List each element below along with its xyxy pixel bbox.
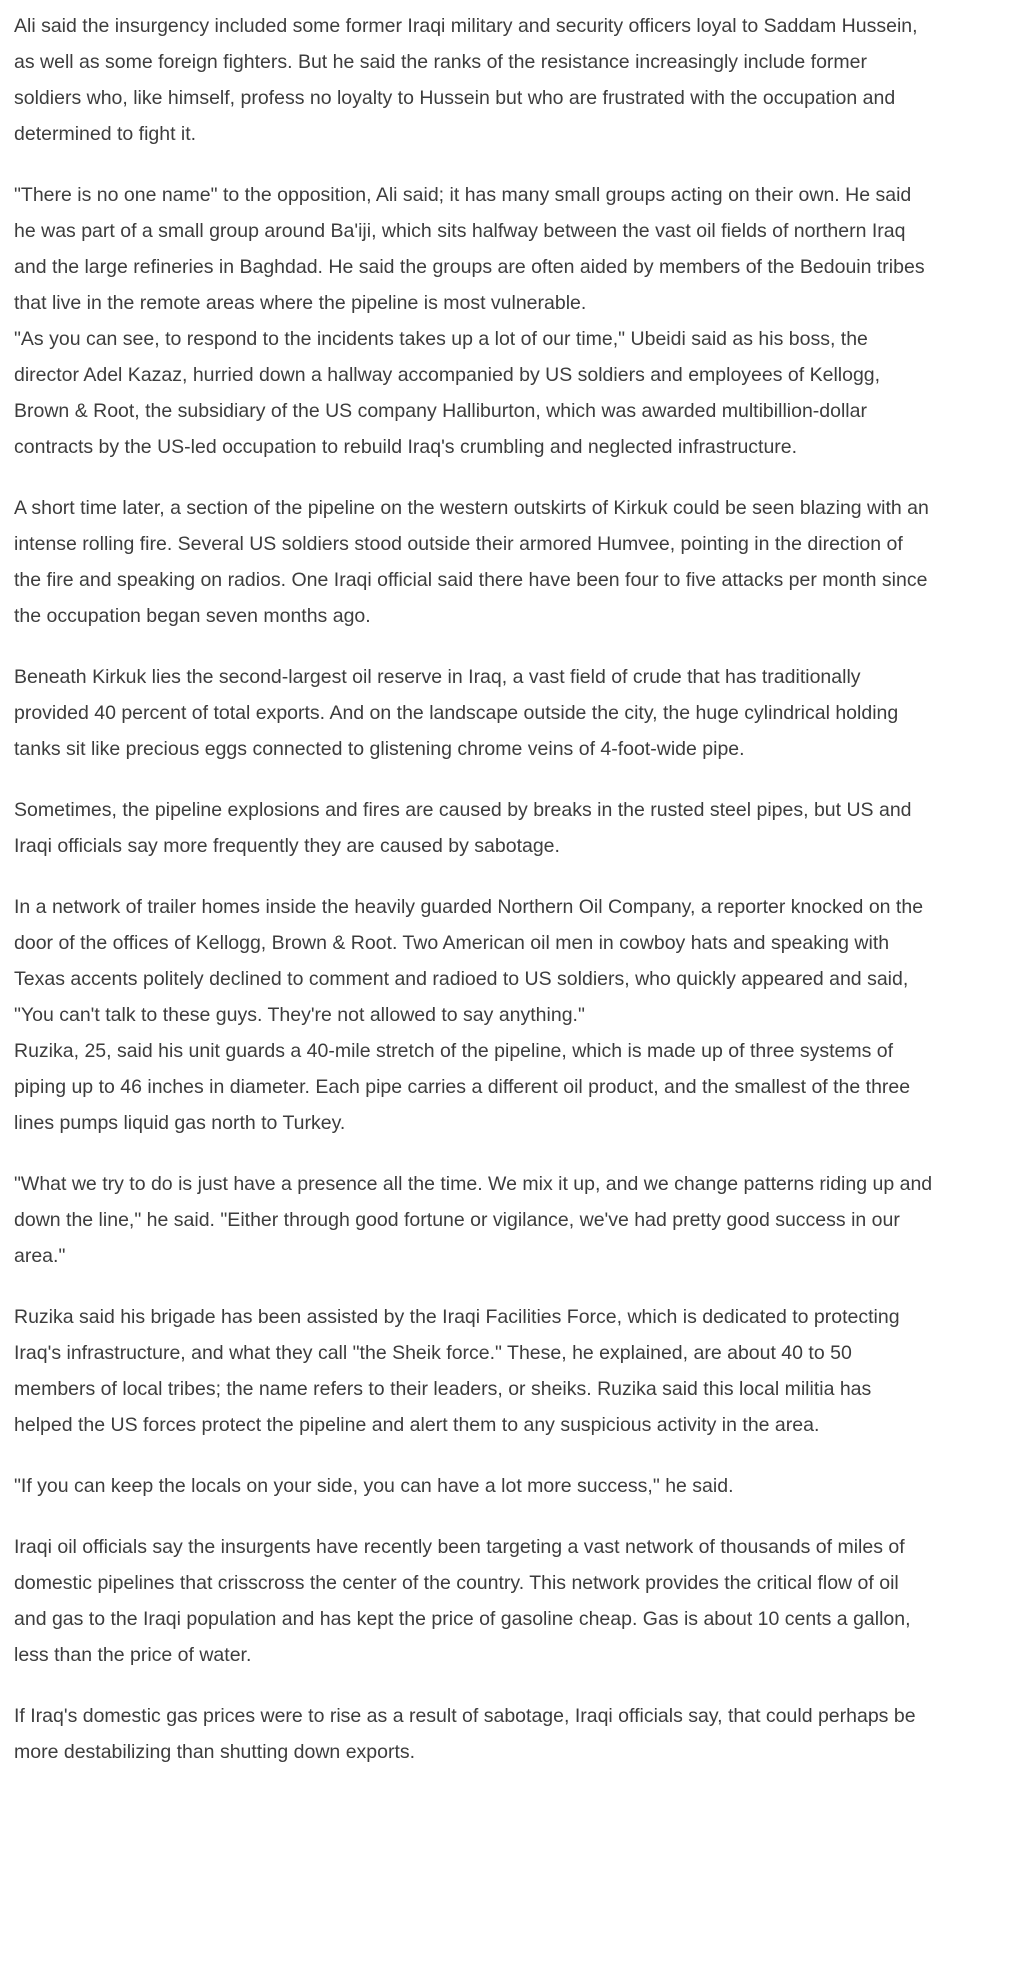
article-paragraph: Ruzika said his brigade has been assisted by the Iraqi Facilities Force, which is dedicated to protecting Iraq's infrastructure, and what they call "the Sheik force." These, he explained, are about 40 to 50 members of local tribes; the name refers to their leaders, or sheiks. Ruzika said this local militia has helped the US forces protect the pipeline and alert them to any suspicious activity in the area. xyxy=(14,1306,900,1436)
article-paragraph: If Iraq's domestic gas prices were to rise as a result of sabotage, Iraqi officials say, that could perhaps be more destabilizing than shutting down exports. xyxy=(14,1705,916,1763)
article-paragraph: "What we try to do is just have a presence all the time. We mix it up, and we change patterns riding up and down the line," he said. "Either through good fortune or vigilance, we've had pretty good success in our area." xyxy=(14,1173,933,1267)
article-paragraph: A short time later, a section of the pipeline on the western outskirts of Kirkuk could be seen blazing with an intense rolling fire. Several US soldiers stood outside their armored Humvee, pointing in the direction of the fire and speaking on radios. One Iraqi official said there have been four to five attacks per month since the occupation began seven months ago. xyxy=(14,497,929,627)
article-paragraph: Iraqi oil officials say the insurgents have recently been targeting a vast network of thousands of miles of domestic pipelines that crisscross the center of the country. This network provides the critical flow of oil and gas to the Iraqi population and has kept the price of gasoline cheap. Gas is about 10 cents a gallon, less than the price of water. xyxy=(14,1536,911,1666)
article-paragraph: Ruzika, 25, said his unit guards a 40-mile stretch of the pipeline, which is made up of three systems of piping up to 46 inches in diameter. Each pipe carries a different oil product, and the smallest of the three lines pumps liquid gas north to Turkey. xyxy=(14,1040,911,1134)
article-paragraph: "There is no one name" to the opposition, Ali said; it has many small groups acting on their own. He said he was part of a small group around Ba'iji, which sits halfway between the vast oil fields of northern Iraq and the large refineries in Baghdad. He said the groups are often aided by members of the Bedouin tribes that live in the remote areas where the pipeline is most vulnerable. xyxy=(14,184,925,314)
article-paragraph: Beneath Kirkuk lies the second-largest oil reserve in Iraq, a vast field of crude that has traditionally provided 40 percent of total exports. And on the landscape outside the city, the huge cylindrical holding tanks sit like precious eggs connected to glistening chrome veins of 4-foot-wide pipe. xyxy=(14,666,899,760)
article-paragraph: "If you can keep the locals on your side, you can have a lot more success," he said. xyxy=(14,1475,734,1497)
article-paragraph: Ali said the insurgency included some former Iraqi military and security officers loyal to Saddam Hussein, as well as some foreign fighters. But he said the ranks of the resistance increasingly include former soldiers who, like himself, profess no loyalty to Hussein but who are frustrated with the occupation and determined to fight it. xyxy=(14,15,918,145)
article-paragraph: Sometimes, the pipeline explosions and fires are caused by breaks in the rusted steel pipes, but US and Iraqi officials say more frequently they are caused by sabotage. xyxy=(14,799,912,857)
article-paragraph: "As you can see, to respond to the incidents takes up a lot of our time," Ubeidi said as his boss, the director Adel Kazaz, hurried down a hallway accompanied by US soldiers and employees of Kellogg, Brown & Root, the subsidiary of the US company Halliburton, which was awarded multibillion-dollar contracts by the US-led occupation to rebuild Iraq's crumbling and neglected infrastructure. xyxy=(14,328,881,458)
article-paragraph: In a network of trailer homes inside the heavily guarded Northern Oil Company, a reporter knocked on the door of the offices of Kellogg, Brown & Root. Two American oil men in cowboy hats and speaking with Texas accents politely declined to comment and radioed to US soldiers, who quickly appeared and said, "You can't talk to these guys. They're not allowed to say anything." xyxy=(14,896,924,1026)
